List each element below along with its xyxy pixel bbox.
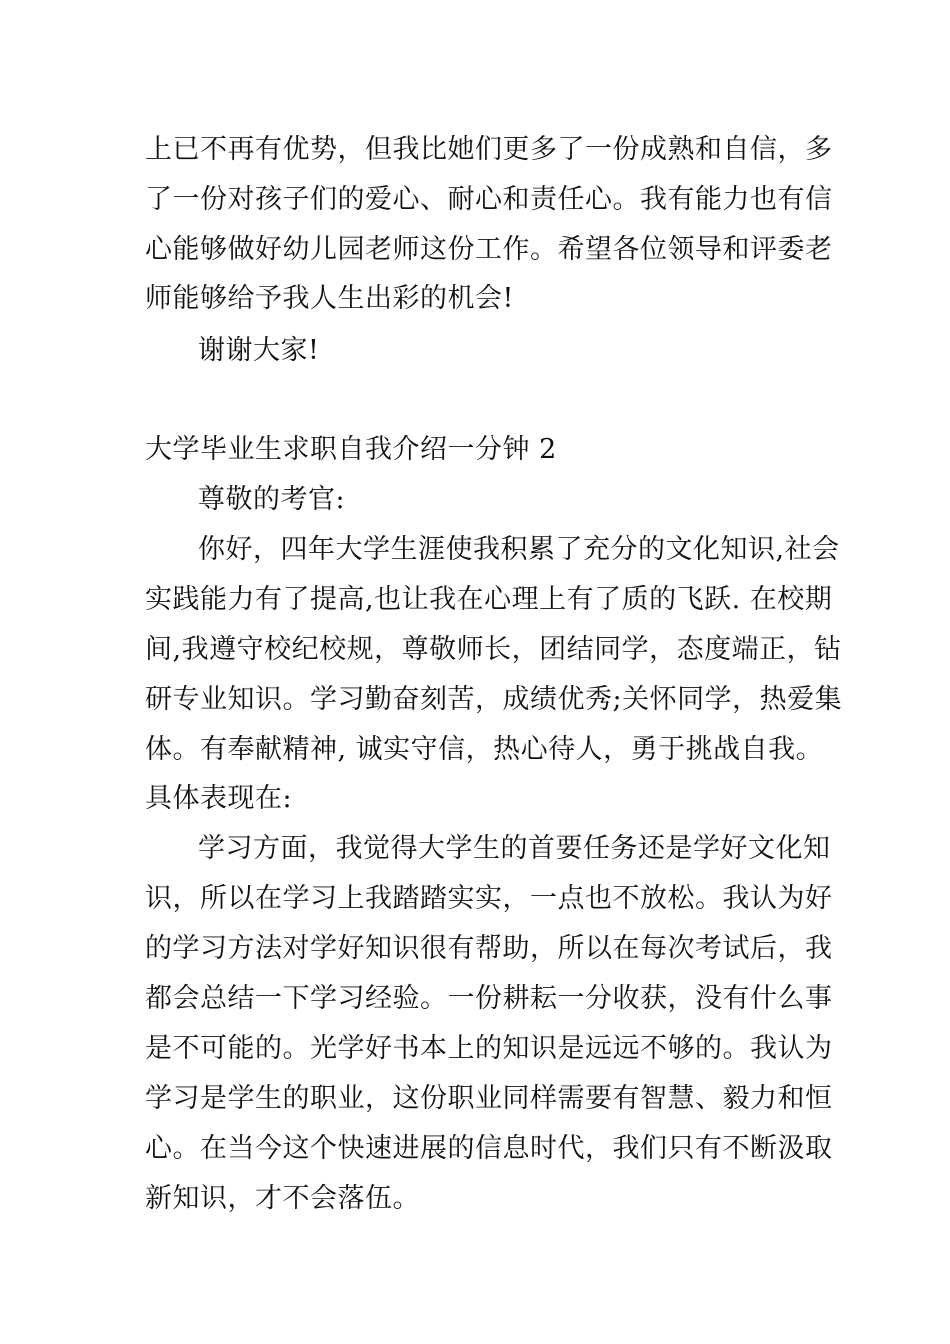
text-line: 上已不再有优势，但我比她们更多了一份成熟和自信，多: [145, 134, 833, 165]
text-line: 的学习方法对学好知识很有帮助，所以在每次考试后，我: [145, 933, 833, 964]
text-line: 心。在当今这个快速进展的信息时代，我们只有不断汲取: [145, 1133, 833, 1164]
text-line: 你好，四年大学生涯使我积累了充分的文化知识,社会: [198, 534, 840, 565]
text-line: 研专业知识。学习勤奋刻苦，成绩优秀;关怀同学，热爱集: [145, 684, 843, 715]
salutation: 尊敬的考官:: [198, 484, 346, 515]
text-line: 师能够给予我人生出彩的机会!: [145, 283, 514, 314]
text-line: 学习是学生的职业，这份职业同样需要有智慧、毅力和恒: [145, 1083, 833, 1114]
text-line: 体。有奉献精神, 诚实守信，热心待人，勇于挑战自我。: [145, 734, 824, 765]
text-line: 实践能力有了提高,也让我在心理上有了质的飞跃. 在校期: [145, 584, 833, 615]
text-line: 是不可能的。光学好书本上的知识是远远不够的。我认为: [145, 1033, 833, 1064]
section-title: 大学毕业生求职自我介绍一分钟 2: [145, 434, 557, 465]
text-line: 识，所以在学习上我踏踏实实，一点也不放松。我认为好: [145, 883, 833, 914]
text-line: 具体表现在:: [145, 783, 293, 814]
text-line: 了一份对孩子们的爱心、耐心和责任心。我有能力也有信: [145, 184, 833, 215]
text-line: 学习方面，我觉得大学生的首要任务还是学好文化知: [198, 833, 831, 864]
thanks-line: 谢谢大家!: [198, 335, 320, 366]
text-line: 都会总结一下学习经验。一份耕耘一分收获，没有什么事: [145, 983, 833, 1014]
text-line: 心能够做好幼儿园老师这份工作。希望各位领导和评委老: [145, 234, 833, 265]
text-line: 新知识，才不会落伍。: [145, 1183, 420, 1214]
text-line: 间,我遵守校纪校规，尊敬师长，团结同学，态度端正，钻: [145, 634, 842, 665]
